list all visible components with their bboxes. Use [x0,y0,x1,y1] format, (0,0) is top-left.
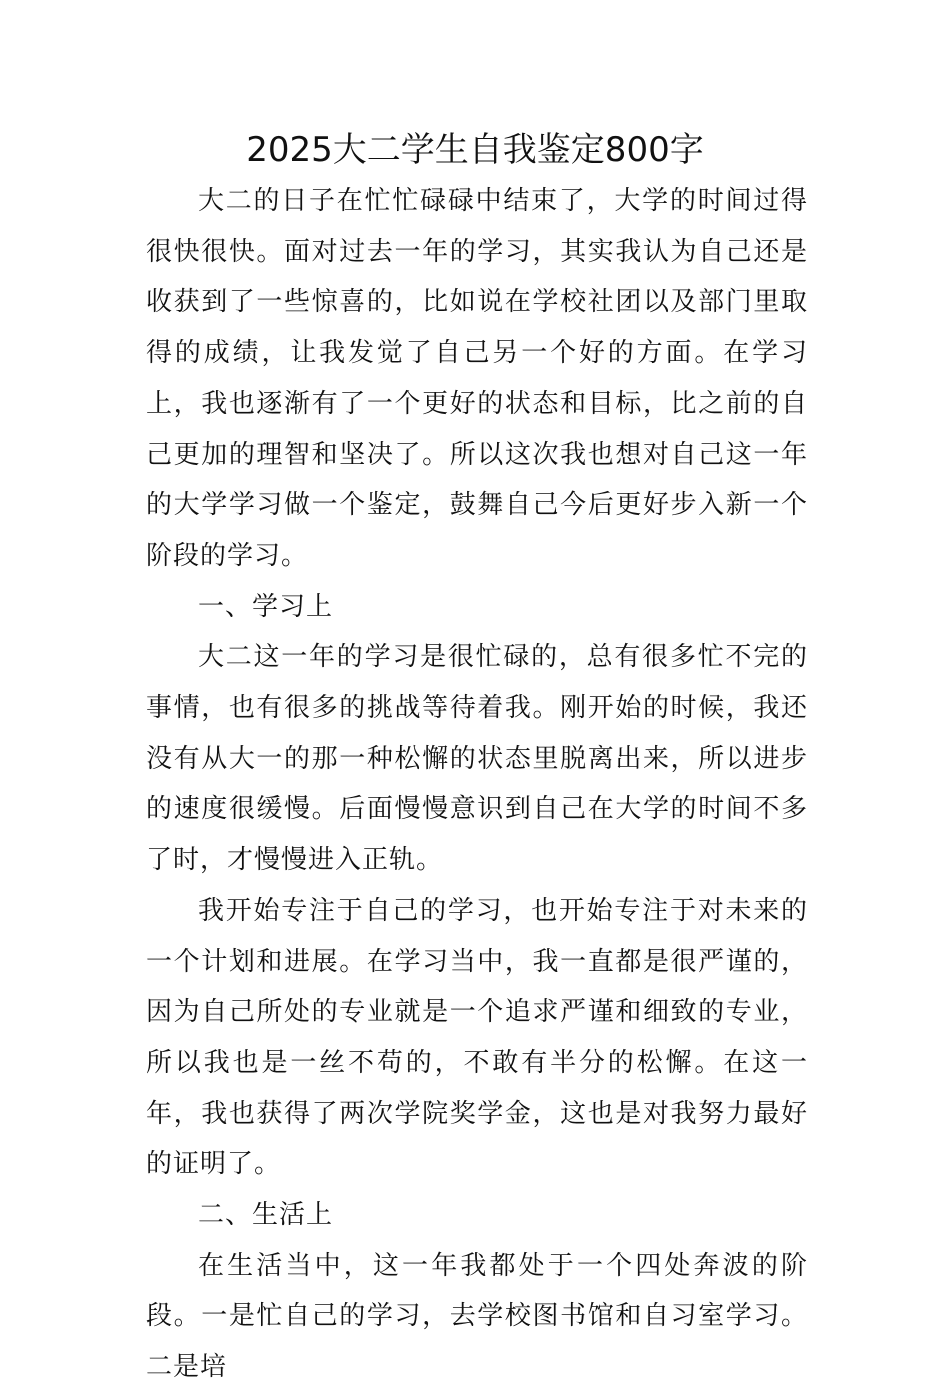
paragraph-intro: 大二的日子在忙忙碌碌中结束了，大学的时间过得很快很快。面对过去一年的学习，其实我认为自己还是收获到了一些惊喜的，比如说在学校社团以及部门里取得的成绩，让我发觉了自己另一个好的方面。在学习上，我也逐渐有了一个更好的状态和目标，比之前的自己更加的理智和坚决了。所以这次我也想对自己这一年的大学学习做一个鉴定，鼓舞自己今后更好步入新一个阶段的学习。 [146,186,808,571]
document-body [146,176,808,1393]
paragraph-life-1: 在生活当中，这一年我都处于一个四处奔波的阶段。一是忙自己的学习，去学校图书馆和自习室学习。二是培 [146,1250,808,1383]
paragraph-study-2: 我开始专注于自己的学习，也开始专注于对未来的一个计划和进展。在学习当中，我一直都是很严谨的，因为自己所处的专业就是一个追求严谨和细致的专业，所以我也是一丝不苟的，不敢有半分的松懈。在这一年，我也获得了两次学院奖学金，这也是对我努力最好的证明了。 [146,895,808,1180]
section-heading-life: 二、生活上 [198,1200,334,1231]
paragraph-study-1: 大二这一年的学习是很忙碌的，总有很多忙不完的事情，也有很多的挑战等待着我。刚开始的时候，我还没有从大一的那一种松懈的状态里脱离出来，所以进步的速度很缓慢。后面慢慢意识到自己在大学的时间不多了时，才慢慢进入正轨。 [146,642,808,876]
document-title: 2025大二学生自我鉴定800字 [246,130,704,170]
section-heading-study: 一、学习上 [198,591,334,622]
